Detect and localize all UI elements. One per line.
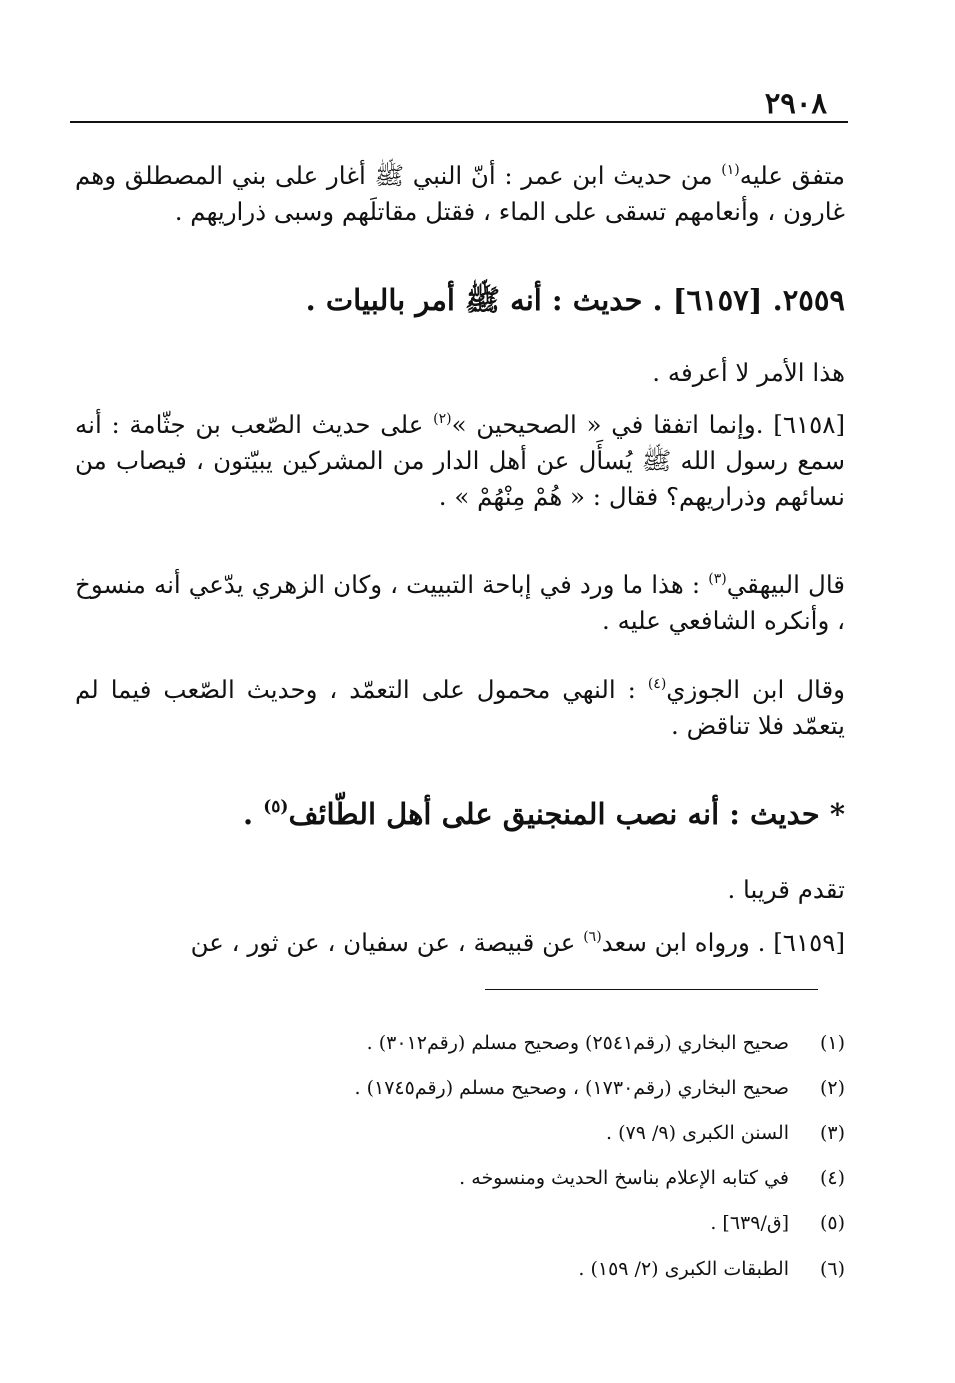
footnote-ref: (٦) (583, 929, 602, 945)
paragraph-text: تقدم قريبا . (727, 875, 845, 904)
footnote-item (85, 1156, 845, 1201)
footnote-ref: (١) (721, 162, 740, 178)
footnote-item (85, 1020, 845, 1065)
footnote-text: في كتابه الإعلام بناسخ الحديث ومنسوخه . (459, 1167, 789, 1190)
footnote-ref: (٤) (647, 676, 667, 692)
footnote-item (85, 1201, 845, 1246)
footnote-text: السنن الكبرى (٩/ ٧٩) . (606, 1121, 789, 1144)
footnote-number: (١) (819, 1031, 845, 1054)
paragraph-text: : النهي محمول على التعمّد ، وحديث الصّعب فيما لم يتعمّد فلا تناقض . (75, 675, 845, 740)
paragraph-text: وقال ابن الجوزي (666, 675, 846, 704)
paragraph-bayhaqi (75, 567, 845, 639)
footnote-text: صحيح البخاري (رقم١٧٣٠) ، وصحيح مسلم (رقم١٧٤٥) . (354, 1076, 789, 1099)
footnote-separator (485, 989, 818, 990)
page-number: ٢٩٠٨ (764, 86, 827, 120)
heading-text: . (243, 797, 264, 831)
hadith-heading-manjaniq (65, 797, 845, 831)
footnote-number: (٦) (819, 1257, 845, 1280)
paragraph-ibn-jawzi (75, 672, 845, 744)
footnote-item (85, 1246, 845, 1291)
footnote-number: (٤) (819, 1167, 845, 1190)
paragraph-text: عن قبيصة ، عن سفيان ، عن ثور ، عن (190, 928, 584, 957)
paragraph-sahihayn (75, 407, 845, 515)
paragraph-text: قال البيهقي (726, 570, 845, 599)
paragraph-text: [٦١٥٩] . ورواه ابن سعد (601, 928, 845, 957)
paragraph-ibn-saad (75, 925, 845, 961)
header-rule (70, 121, 848, 123)
paragraph-text: [٦١٥٨] .وإنما اتفقا في « الصحيحين » (451, 410, 846, 439)
heading-text: * حديث : أنه نصب المنجنيق على أهل الطّائف (288, 797, 845, 831)
footnote-item (85, 1065, 845, 1110)
footnote-text: صحيح البخاري (رقم٢٥٤١) وصحيح مسلم (رقم٣٠١٢) . (366, 1031, 789, 1054)
footnote-text: [ق/٦٣٩] . (710, 1212, 789, 1235)
paragraph-text: : هذا ما ورد في إباحة التبييت ، وكان الزهري يدّعي أنه منسوخ ، وأنكره الشافعي عليه . (75, 570, 845, 635)
footnotes-list (85, 1020, 845, 1291)
paragraph-text: على حديث الصّعب بن جثّامة : أنه سمع رسول الله ﷺ يُسأَل عن أهل الدار من المشركين يبيّتون ، فيصاب من نسائهم وذراريهم؟ فقال : « هُمْ مِنْهُمْ » . (75, 410, 845, 511)
hadith-heading-2559: ٢٥٥٩. [٦١٥٧] . حديث : أنه ﷺ أمر بالبيات . (305, 283, 845, 317)
paragraph-muttafaq (75, 158, 845, 230)
paragraph-text: من حديث ابن عمر : أنّ النبي ﷺ أغار على بني المصطلق وهم غارون ، وأنعامهم تسقى على الماء ، فقتل مقاتلَهم وسبى ذراريهم . (75, 161, 845, 226)
footnote-text: الطبقات الكبرى (٢/ ١٥٩) . (578, 1257, 789, 1280)
paragraph-text: هذا الأمر لا أعرفه . (652, 358, 845, 387)
paragraph-unknown (75, 355, 845, 391)
footnote-item (85, 1110, 845, 1155)
footnote-ref: (٢) (433, 411, 452, 427)
footnote-ref: (٣) (708, 571, 727, 587)
footnote-ref: (٥) (263, 797, 289, 817)
paragraph-taqaddam (75, 872, 845, 908)
footnote-number: (٣) (819, 1121, 845, 1144)
footnote-number: (٥) (819, 1212, 845, 1235)
footnote-number: (٢) (819, 1076, 845, 1099)
paragraph-text: متفق عليه (739, 161, 845, 190)
